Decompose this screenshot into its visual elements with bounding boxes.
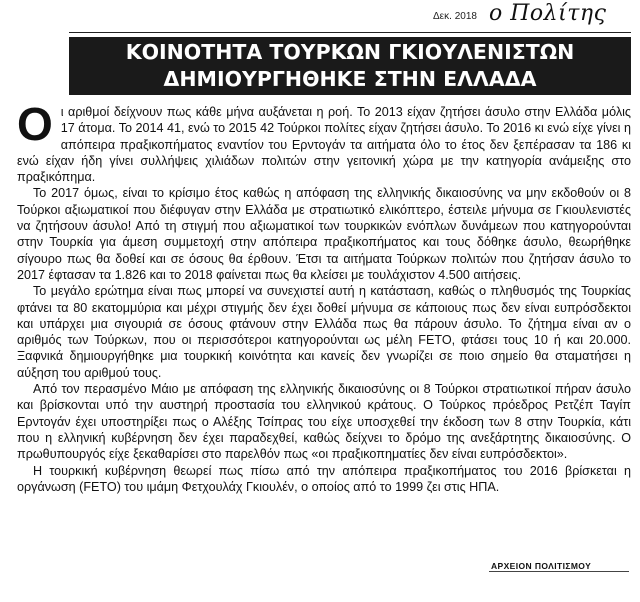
paragraph-1: ι αριθμοί δείχνουν πως κάθε μήνα αυξάνεται η ροή. Το 2013 είχαν ζητήσει άσυλο στην Ελλάδα μόλις 17 άτομα. Το 2014 41, ενώ το 2015 42 Τούρκοι πολίτες είχαν ζητήσει άσυλο. Το 2016 κι ενώ είχε γίνει η απόπειρα πραξικοπήματος εναντίον του Ερντογάν τα αιτήματα όλο το έτος δεν ξεπέρασαν τα 186 κι ενώ είχαν ήδη γίνει συλλήψεις χιλιάδων πολιτών στην γειτονική χώρα με την κατηγορία ανάμειξης στο πραξικόπημα. <box>17 105 631 185</box>
paragraph-5: Η τουρκική κυβέρνηση θεωρεί πως πίσω από την απόπειρα πραξικοπήματος του 2016 βρίσκεται η οργάνωση (FETO) του ιμάμη Φετχουλάχ Γκιουλέν, ο οποίος από το 1999 ζει στις ΗΠΑ. <box>17 463 631 494</box>
publication-masthead: ο Πολίτης <box>489 1 607 26</box>
headline-line-2: ΔΗΜΙΟΥΡΓΗΘΗΚΕ ΣΤΗΝ ΕΛΛΑΔΑ <box>163 67 537 91</box>
issue-date: Δεκ. 2018 <box>433 11 477 22</box>
header-rule <box>69 32 631 33</box>
headline-line-1: ΚΟΙΝΟΤΗΤΑ ΤΟΥΡΚΩΝ ΓΚΙΟΥΛΕΝΙΣΤΩΝ <box>125 40 575 64</box>
headline-band <box>69 37 631 95</box>
paragraph-4: Από τον περασμένο Μάιο με απόφαση της ελληνικής δικαιοσύνης οι 8 Τούρκοι στρατιωτικοί πήραν άσυλο και βρίσκονται υπό την αυστηρή προστασία του ελληνικού κράτους. Ο Τούρκος πρόεδρος Ρετζέπ Ταγίπ Ερντογάν έχει υποστηρίξει πως ο Αλέξης Τσίπρας του είχε υποσχεθεί την έκδοση των 8 στην Τουρκία, κάτι που η ελληνική κυβέρνηση δεν έχει παραδεχθεί, καθώς δείχνει το δρόμο της ανεξάρτητης δικαιοσύνης. Ο πρωθυπουργός είχε ξεκαθαρίσει στο παρελθόν πως «οι πραξικοπηματίες δεν είναι ευπρόσδεκτοι». <box>17 382 631 462</box>
drop-cap: Ο <box>17 98 53 150</box>
article-body <box>17 98 631 495</box>
caption-rule <box>489 571 629 572</box>
paragraph-3: Το μεγάλο ερώτημα είναι πως μπορεί να συνεχιστεί αυτή η κατάσταση, καθώς ο πληθυσμός της Τουρκίας φτάνει τα 80 εκατομμύρια και μέχρι στιγμής δεν έχει δοθεί μήνυμα σε κάποιους πως δεν είναι ευπρόσδεκτοι και υπάρχει μια σιγουριά σε όσους φτάνουν στην Ελλάδα πως θα πάρουν άσυλο. Το ζήτημα είναι αν ο αριθμός των Τούρκων, που οι περισσότεροι κατηγορούνται ως μέλη FETO, φτάσει τους 10 ή και 20.000. Ξαφνικά δημιουργήθηκε μια τουρκική κοινότητα και κανείς δεν γνωρίζει σε ποιο σημείο θα σταματήσει η αύξηση του αριθμού τους. <box>17 284 631 380</box>
paragraph-2: Το 2017 όμως, είναι το κρίσιμο έτος καθώς η απόφαση της ελληνικής δικαιοσύνης να μην εκδοθούν οι 8 Τούρκοι αξιωματικοί που διέφυγαν στην Ελλάδα με στρατιωτικό ελικόπτερο, έστειλε μήνυμα σε Γκιουλενιστές να ζητήσουν άσυλο! Από τη στιγμή που αξιωματικοί των τουρκικών ενόπλων δυνάμεων που κατηγορούνται στην Τουρκία για άμεση συμμετοχή στην απόπειρα πραξικοπήματος και τους δόθηκε άσυλο, θεωρήθηκε σίγουρο πως θα δοθεί και σε όσους θα έρθουν. Έτσι τα αιτήματα Τούρκων πολιτών που ζητήσαν άσυλο το 2017 έφτασαν τα 1.826 και το 2018 φαίνεται πως θα κλείσει με τουλάχιστον 4.500 αιτήσεις. <box>17 186 631 282</box>
archive-caption: ΑΡΧΕΙΟΝ ΠΟΛΙΤΙΣΜΟΥ <box>491 561 592 571</box>
